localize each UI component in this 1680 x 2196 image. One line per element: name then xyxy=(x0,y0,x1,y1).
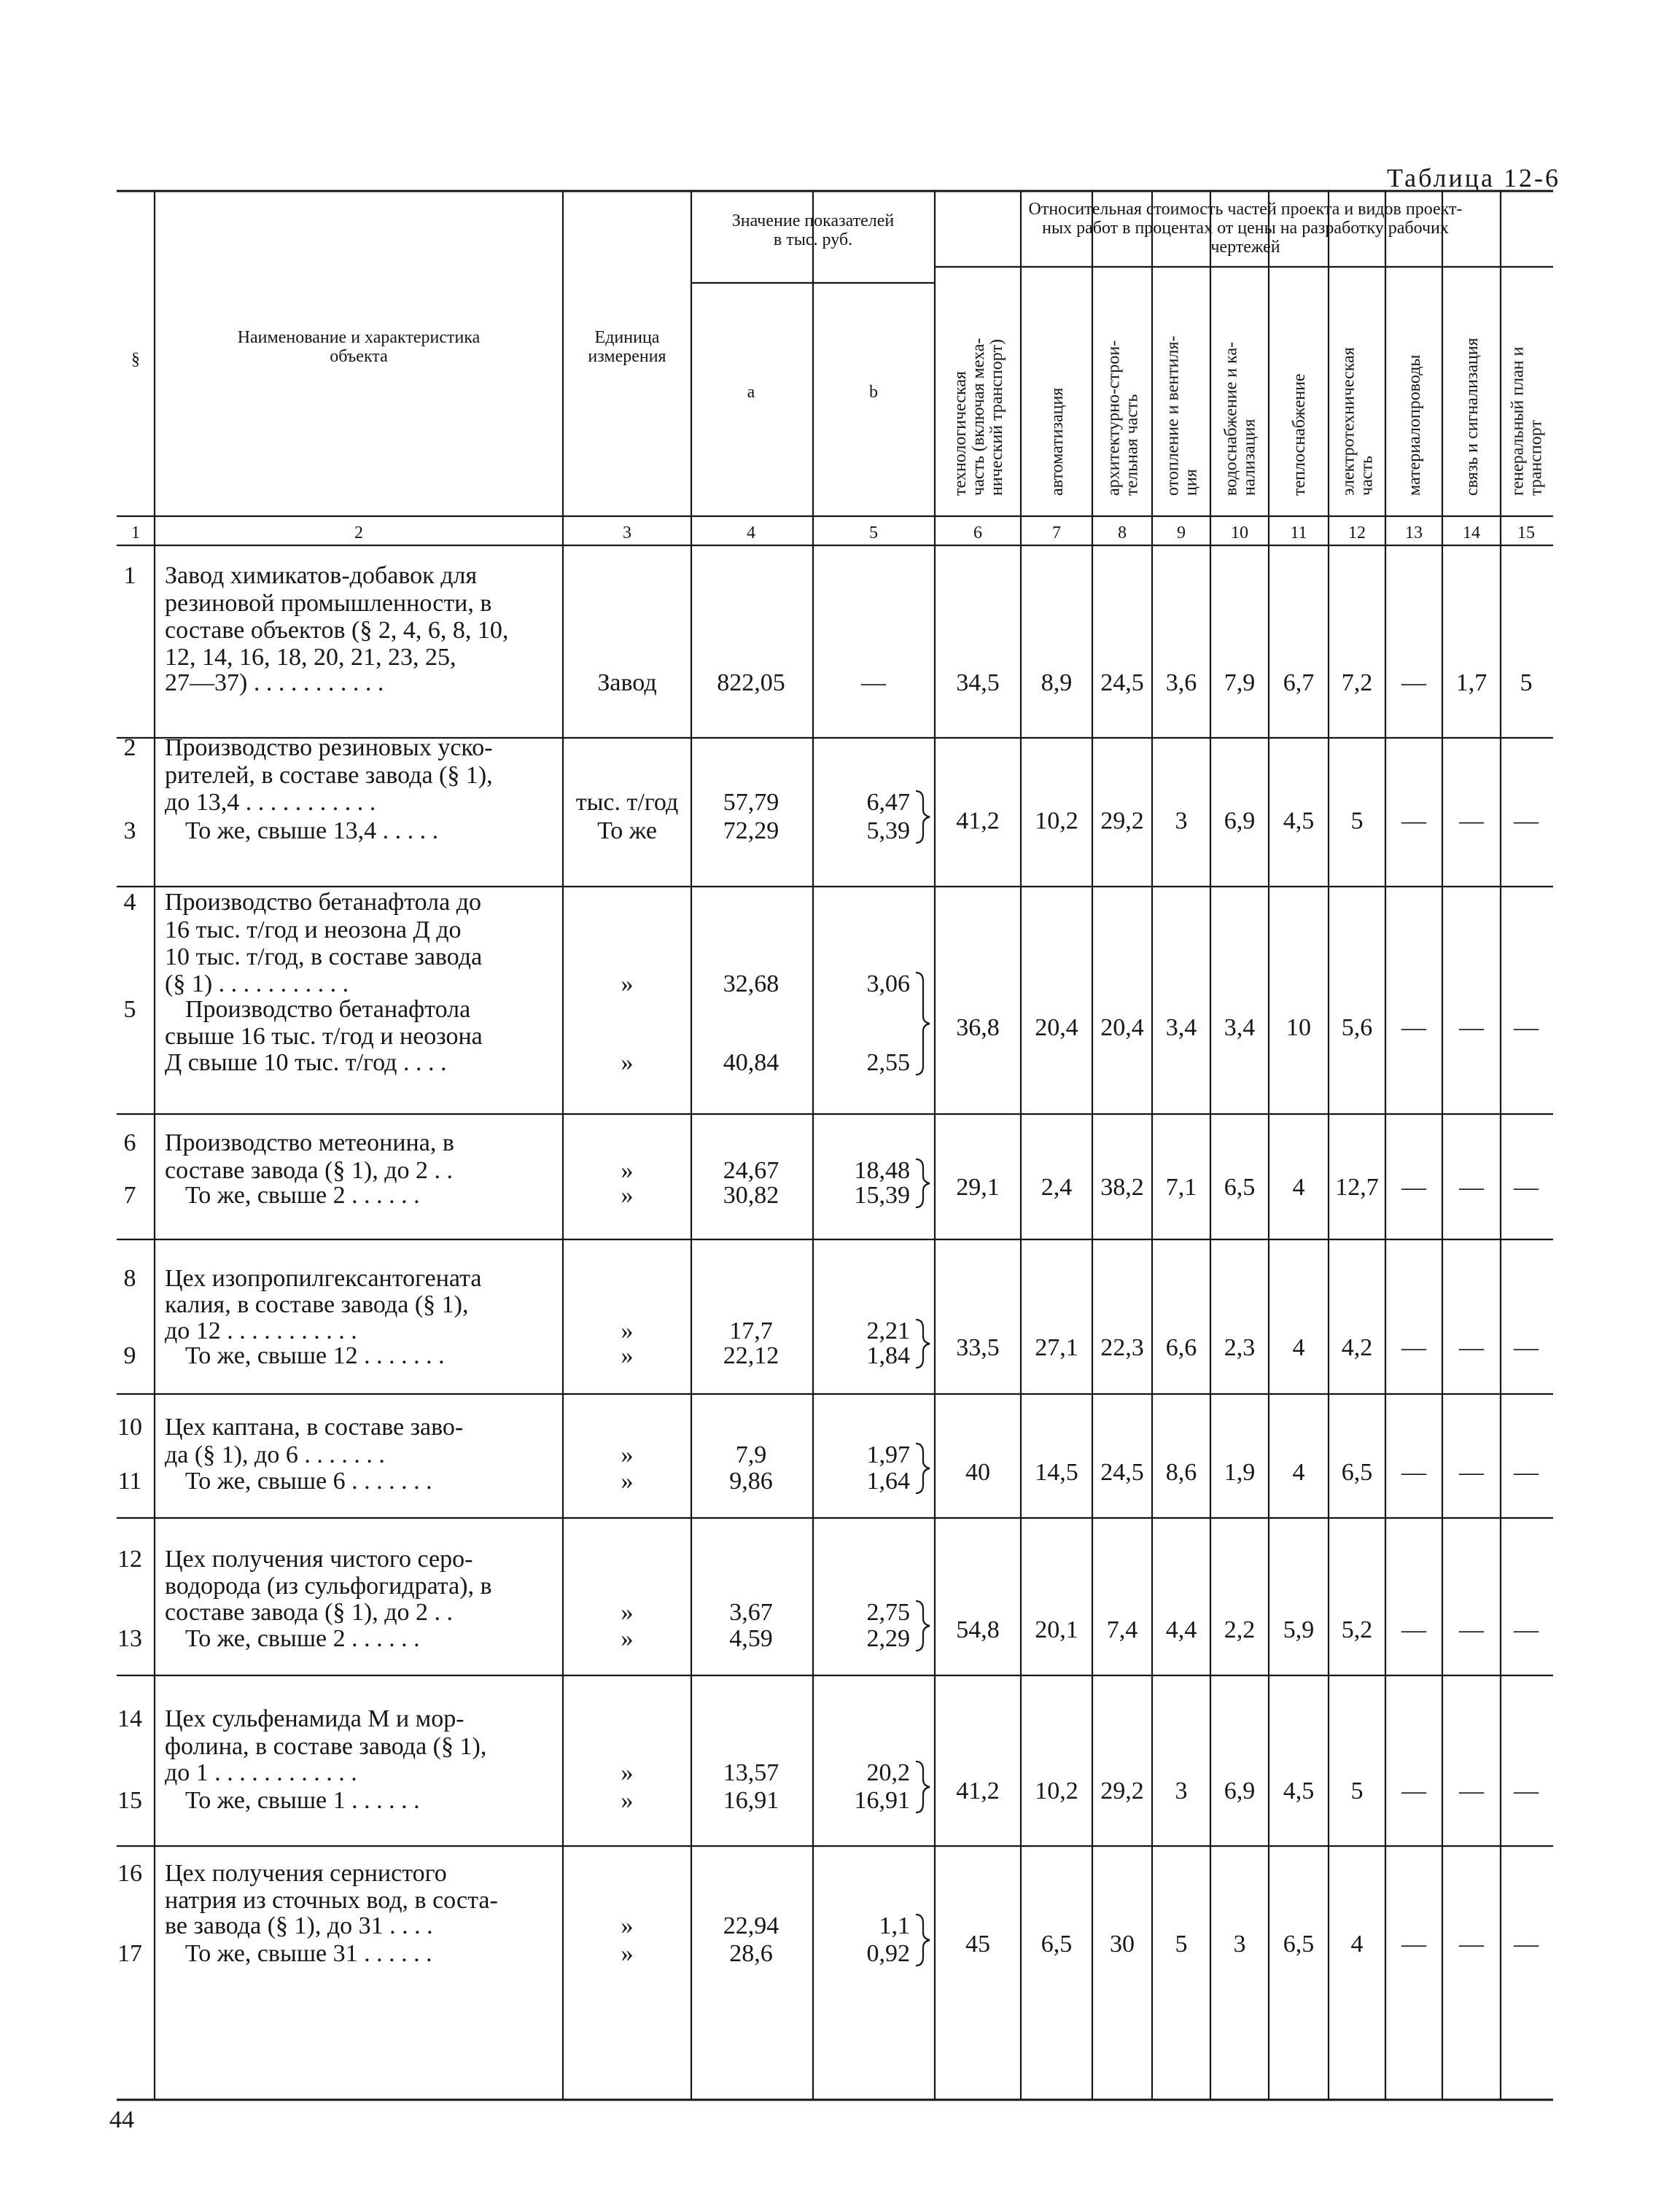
unit-value: » xyxy=(621,1759,634,1786)
value-b: 6,47 xyxy=(866,789,910,816)
value-a: 7,9 xyxy=(735,1441,767,1468)
value-b: 15,39 xyxy=(854,1182,910,1209)
object-description: Производство резиновых уско- xyxy=(165,734,493,761)
rel-col-header: часть (включая меха- xyxy=(969,338,988,496)
col-paragraph-header: § xyxy=(131,350,140,369)
rel-col-header: водоснабжение и ка- xyxy=(1221,341,1241,496)
row-paragraph-number: 9 xyxy=(123,1342,136,1369)
row-paragraph-number: 4 xyxy=(123,889,136,916)
object-description: То же, свыше 2 . . . . . . xyxy=(185,1625,420,1652)
relative-cost-value: 36,8 xyxy=(956,1014,1000,1041)
object-description: 10 тыс. т/год, в составе завода xyxy=(165,943,483,970)
b-values-brace xyxy=(916,1915,930,1966)
relative-cost-value: 6,5 xyxy=(1041,1931,1073,1958)
object-description: до 12 . . . . . . . . . . . xyxy=(165,1317,357,1344)
value-a: 3,67 xyxy=(729,1599,773,1626)
value-b: 2,75 xyxy=(866,1599,910,1626)
relative-cost-value: 6,7 xyxy=(1283,669,1315,696)
relative-cost-value: 2,2 xyxy=(1224,1616,1256,1643)
value-b: 2,21 xyxy=(866,1317,910,1344)
relative-cost-value: — xyxy=(1459,1931,1484,1958)
column-number: 14 xyxy=(1463,523,1480,542)
unit-value: » xyxy=(621,1317,634,1344)
relative-cost-value: — xyxy=(1514,1014,1539,1041)
relative-cost-value: 6,5 xyxy=(1341,1459,1373,1486)
relative-cost-value: 2,4 xyxy=(1041,1174,1073,1201)
rel-col-header: нический транспорт) xyxy=(987,339,1006,496)
rel-col-header: отопление и вентиля- xyxy=(1163,335,1183,496)
relative-cost-value: 29,2 xyxy=(1100,1778,1144,1804)
unit-value: » xyxy=(621,1157,634,1184)
object-description: водорода (из сульфогидрата), в xyxy=(165,1573,492,1600)
b-values-brace xyxy=(916,1444,930,1493)
value-a: 4,59 xyxy=(729,1625,773,1652)
rel-col-header: архитектурно-строи- xyxy=(1104,340,1124,496)
col-unit-header: измерения xyxy=(588,347,666,366)
value-a: 72,29 xyxy=(723,817,779,844)
object-description: То же, свыше 12 . . . . . . . xyxy=(185,1342,445,1369)
relative-cost-value: 3 xyxy=(1175,807,1188,835)
relative-cost-value: 22,3 xyxy=(1100,1334,1144,1361)
value-a: 22,12 xyxy=(723,1342,779,1369)
relative-cost-value: 10,2 xyxy=(1035,1778,1078,1804)
relative-cost-value: — xyxy=(1514,1459,1539,1486)
relative-cost-value: 29,2 xyxy=(1100,807,1144,835)
relative-cost-value: 6,5 xyxy=(1283,1931,1315,1958)
rel-col-header: генеральный план и xyxy=(1508,346,1528,496)
relative-cost-value: 4,2 xyxy=(1341,1334,1373,1361)
object-description: составе завода (§ 1), до 2 . . xyxy=(165,1157,454,1184)
col-b-header: b xyxy=(869,383,878,402)
object-description: свыше 16 тыс. т/год и неозона xyxy=(165,1023,483,1050)
col-name-header: Наименование и характеристика xyxy=(237,328,481,347)
rel-col-header: теплоснабжение xyxy=(1290,373,1309,496)
relative-cost-value: — xyxy=(1401,807,1426,835)
relative-cost-value: 5 xyxy=(1175,1931,1188,1958)
object-description: натрия из сточных вод, в соста- xyxy=(165,1887,498,1914)
table-row xyxy=(117,1860,1539,1967)
b-values-brace xyxy=(916,1761,930,1813)
value-b: 1,1 xyxy=(879,1912,910,1939)
value-b: 3,06 xyxy=(866,970,910,997)
relative-cost-value: 45 xyxy=(965,1931,990,1958)
col-values-group-header: в тыс. руб. xyxy=(773,230,853,249)
value-b: 18,48 xyxy=(854,1157,910,1184)
value-b: 2,55 xyxy=(866,1049,910,1076)
relative-cost-value: 6,9 xyxy=(1224,807,1256,835)
object-description: 12, 14, 16, 18, 20, 21, 23, 25, xyxy=(165,644,456,671)
object-description: Цех сульфенамида М и мор- xyxy=(165,1705,464,1732)
table-title: Таблица 12-6 xyxy=(1387,163,1560,192)
row-paragraph-number: 2 xyxy=(123,734,136,761)
relative-cost-value: — xyxy=(1459,1616,1484,1643)
object-description: фолина, в составе завода (§ 1), xyxy=(165,1733,487,1760)
relative-cost-value: 4,4 xyxy=(1165,1616,1197,1643)
table-row xyxy=(117,1414,1539,1495)
col-rel-group-header: чертежей xyxy=(1210,238,1280,257)
relative-cost-value: — xyxy=(1459,1334,1484,1361)
column-number: 11 xyxy=(1290,523,1307,542)
relative-cost-value: — xyxy=(1514,1334,1539,1361)
table-row xyxy=(124,734,1540,844)
table-row xyxy=(124,562,1533,696)
row-paragraph-number: 15 xyxy=(117,1787,142,1814)
row-paragraph-number: 16 xyxy=(117,1860,142,1887)
relative-cost-value: 20,4 xyxy=(1035,1014,1078,1041)
column-number: 13 xyxy=(1405,523,1423,542)
object-description: до 13,4 . . . . . . . . . . . xyxy=(165,789,376,816)
object-description: То же, свыше 1 . . . . . . xyxy=(185,1787,420,1814)
unit-value: Завод xyxy=(597,669,657,696)
value-a: 17,7 xyxy=(729,1317,773,1344)
relative-cost-value: — xyxy=(1401,1014,1426,1041)
relative-cost-value: — xyxy=(1459,1174,1484,1201)
object-description: до 1 . . . . . . . . . . . . xyxy=(165,1759,357,1786)
object-description: резиновой промышленности, в xyxy=(165,590,492,617)
relative-cost-value: 5 xyxy=(1350,1778,1364,1804)
object-description: Цех получения сернистого xyxy=(165,1860,447,1887)
relative-cost-value: 10 xyxy=(1286,1014,1311,1041)
relative-cost-value: — xyxy=(1401,1334,1426,1361)
page-number: 44 xyxy=(109,2106,134,2133)
relative-cost-value: — xyxy=(1459,1014,1484,1041)
rel-col-header: транспорт xyxy=(1526,420,1546,496)
relative-cost-value: 41,2 xyxy=(956,807,1000,835)
relative-cost-value: 8,6 xyxy=(1165,1459,1197,1486)
column-number: 5 xyxy=(869,523,878,542)
relative-cost-value: — xyxy=(1401,1459,1426,1486)
object-description: Цех каптана, в составе заво- xyxy=(165,1414,464,1441)
rel-col-header: автоматизация xyxy=(1048,387,1067,496)
relative-cost-value: — xyxy=(1514,1174,1539,1201)
col-values-group-header: Значение показателей xyxy=(731,211,895,230)
relative-cost-value: — xyxy=(1459,1459,1484,1486)
relative-cost-value: 2,3 xyxy=(1224,1334,1256,1361)
object-description: То же, свыше 13,4 . . . . . xyxy=(185,817,439,844)
row-paragraph-number: 8 xyxy=(123,1265,136,1292)
relative-cost-value: 33,5 xyxy=(956,1334,1000,1361)
col-rel-group-header: Относительная стоимость частей проекта и видов проект- xyxy=(1028,200,1463,219)
relative-cost-value: — xyxy=(1401,1931,1426,1958)
unit-value: » xyxy=(621,1049,634,1076)
table-row xyxy=(124,1265,1540,1369)
relative-cost-value: — xyxy=(1401,1174,1426,1201)
relative-cost-value: 4,5 xyxy=(1283,807,1315,835)
value-a: 24,67 xyxy=(723,1157,779,1184)
row-paragraph-number: 6 xyxy=(123,1129,136,1156)
object-description: То же, свыше 31 . . . . . . xyxy=(185,1940,432,1967)
column-number: 2 xyxy=(354,523,363,542)
value-a: 9,86 xyxy=(729,1468,773,1495)
relative-cost-value: 20,4 xyxy=(1100,1014,1144,1041)
relative-cost-value: 6,9 xyxy=(1224,1778,1256,1804)
value-b: 5,39 xyxy=(866,817,910,844)
relative-cost-value: 6,6 xyxy=(1165,1334,1197,1361)
unit-value: » xyxy=(621,1342,634,1369)
row-paragraph-number: 5 xyxy=(123,996,136,1023)
value-b: 0,92 xyxy=(866,1940,910,1967)
relative-cost-value: 29,1 xyxy=(956,1174,1000,1201)
column-number: 3 xyxy=(623,523,631,542)
value-b: 1,84 xyxy=(866,1342,910,1369)
relative-cost-value: 10,2 xyxy=(1035,807,1078,835)
relative-cost-value: 3 xyxy=(1175,1778,1188,1804)
column-number: 12 xyxy=(1348,523,1366,542)
object-description: Производство бетанафтола до xyxy=(165,889,482,916)
unit-value: тыс. т/год xyxy=(575,789,679,816)
b-values-brace xyxy=(916,973,930,1075)
object-description: ве завода (§ 1), до 31 . . . . xyxy=(165,1912,433,1939)
value-a: 57,79 xyxy=(723,789,779,816)
value-b: 1,64 xyxy=(866,1468,910,1495)
relative-cost-value: 3,4 xyxy=(1165,1014,1197,1041)
rel-col-header: связь и сигнализация xyxy=(1463,338,1482,496)
row-paragraph-number: 7 xyxy=(123,1182,136,1209)
relative-cost-value: 3 xyxy=(1233,1931,1246,1958)
rel-col-header: технологическая xyxy=(951,371,970,496)
relative-cost-value: 24,5 xyxy=(1100,1459,1144,1486)
object-description: Производство метеонина, в xyxy=(165,1129,454,1156)
object-description: 16 тыс. т/год и неозона Д до xyxy=(165,916,462,943)
rel-col-header: тельная часть xyxy=(1122,394,1142,496)
value-a: 13,57 xyxy=(723,1759,779,1786)
relative-cost-value: — xyxy=(1514,807,1539,835)
object-description: Завод химикатов-добавок для xyxy=(165,562,478,589)
object-description: рителей, в составе завода (§ 1), xyxy=(165,762,493,789)
relative-cost-value: 20,1 xyxy=(1035,1616,1078,1643)
object-description: Цех изопропилгексантогената xyxy=(165,1265,482,1292)
relative-cost-value: 1,9 xyxy=(1224,1459,1256,1486)
column-number: 4 xyxy=(747,523,755,542)
unit-value: » xyxy=(621,1468,634,1495)
table-row xyxy=(117,1546,1539,1652)
object-description: 27—37) . . . . . . . . . . . xyxy=(165,669,384,696)
table-row xyxy=(124,889,1540,1076)
relative-cost-value: 7,1 xyxy=(1165,1174,1197,1201)
value-a: 40,84 xyxy=(723,1049,779,1076)
table-row xyxy=(117,1705,1539,1814)
relative-cost-value: 4 xyxy=(1292,1174,1305,1201)
row-paragraph-number: 17 xyxy=(117,1940,142,1967)
object-description: То же, свыше 6 . . . . . . . xyxy=(185,1468,432,1495)
row-paragraph-number: 13 xyxy=(117,1625,142,1652)
unit-value: » xyxy=(621,1787,634,1814)
relative-cost-value: — xyxy=(1459,807,1484,835)
unit-value: » xyxy=(621,1940,634,1967)
relative-cost-value: 7,4 xyxy=(1106,1616,1138,1643)
object-description: калия, в составе завода (§ 1), xyxy=(165,1291,469,1318)
value-a: 28,6 xyxy=(729,1940,773,1967)
relative-cost-value: 38,2 xyxy=(1100,1174,1144,1201)
relative-cost-value: 7,9 xyxy=(1224,669,1256,696)
relative-cost-value: 12,7 xyxy=(1335,1174,1379,1201)
relative-cost-value: 7,2 xyxy=(1341,669,1373,696)
relative-cost-value: 5 xyxy=(1520,669,1533,696)
object-description: То же, свыше 2 . . . . . . xyxy=(185,1182,420,1209)
table-header xyxy=(131,200,1546,542)
relative-cost-value: — xyxy=(1514,1616,1539,1643)
row-paragraph-number: 12 xyxy=(117,1546,142,1573)
column-number: 1 xyxy=(131,523,140,542)
relative-cost-value: 3,4 xyxy=(1224,1014,1256,1041)
relative-cost-value: 14,5 xyxy=(1035,1459,1078,1486)
relative-cost-value: 34,5 xyxy=(956,669,1000,696)
object-description: Цех получения чистого серо- xyxy=(165,1546,473,1573)
value-b: — xyxy=(861,669,886,696)
value-a: 22,94 xyxy=(723,1912,779,1939)
relative-cost-value: 27,1 xyxy=(1035,1334,1078,1361)
b-values-brace xyxy=(916,1601,930,1651)
object-description: Д свыше 10 тыс. т/год . . . . xyxy=(165,1049,447,1076)
relative-cost-value: 24,5 xyxy=(1100,669,1144,696)
row-paragraph-number: 14 xyxy=(117,1705,142,1732)
row-paragraph-number: 10 xyxy=(117,1414,142,1441)
column-number: 15 xyxy=(1517,523,1535,542)
column-number: 7 xyxy=(1052,523,1061,542)
unit-value: » xyxy=(621,1912,634,1939)
relative-cost-value: — xyxy=(1459,1778,1484,1804)
column-number: 8 xyxy=(1118,523,1127,542)
rel-col-header: часть xyxy=(1357,456,1377,496)
unit-value: » xyxy=(621,1182,634,1209)
relative-cost-value: 5 xyxy=(1350,807,1364,835)
col-unit-header: Единица xyxy=(594,328,660,347)
relative-cost-value: 54,8 xyxy=(956,1616,1000,1643)
value-b: 1,97 xyxy=(866,1441,910,1468)
value-b: 16,91 xyxy=(854,1787,910,1814)
relative-cost-value: — xyxy=(1514,1931,1539,1958)
value-a: 16,91 xyxy=(723,1787,779,1814)
b-values-brace xyxy=(916,791,930,843)
object-description: да (§ 1), до 6 . . . . . . . xyxy=(165,1441,385,1468)
relative-cost-value: 1,7 xyxy=(1455,669,1488,696)
object-description: составе объектов (§ 2, 4, 6, 8, 10, xyxy=(165,617,509,644)
unit-value: » xyxy=(621,1625,634,1652)
relative-cost-value: 5,6 xyxy=(1341,1014,1373,1041)
table-row xyxy=(124,1129,1540,1209)
relative-cost-value: 3,6 xyxy=(1165,669,1197,696)
relative-cost-value: 4 xyxy=(1292,1459,1305,1486)
column-number: 6 xyxy=(973,523,982,542)
unit-value: » xyxy=(621,1441,634,1468)
object-description: Производство бетанафтола xyxy=(185,996,471,1023)
rel-col-header: ция xyxy=(1181,469,1201,496)
relative-cost-value: — xyxy=(1401,1778,1426,1804)
unit-value: То же xyxy=(597,817,657,844)
value-a: 822,05 xyxy=(717,669,785,696)
b-values-brace xyxy=(916,1320,930,1368)
relative-cost-value: 5,9 xyxy=(1283,1616,1315,1643)
table-body xyxy=(117,562,1539,1967)
rel-col-header: нализация xyxy=(1240,418,1259,496)
col-rel-group-header: ных работ в процентах от цены на разработку рабочих xyxy=(1042,219,1449,238)
relative-cost-value: 5,2 xyxy=(1341,1616,1373,1643)
relative-cost-value: 40 xyxy=(965,1459,990,1486)
relative-cost-value: — xyxy=(1514,1778,1539,1804)
col-a-header: a xyxy=(747,383,755,402)
value-a: 30,82 xyxy=(723,1182,779,1209)
object-description: (§ 1) . . . . . . . . . . . xyxy=(165,970,349,997)
unit-value: » xyxy=(621,1599,634,1626)
b-values-brace xyxy=(916,1159,930,1207)
column-number: 9 xyxy=(1177,523,1186,542)
rel-col-header: материалопроводы xyxy=(1405,354,1424,496)
row-paragraph-number: 3 xyxy=(123,817,136,844)
relative-cost-value: 6,5 xyxy=(1224,1174,1256,1201)
relative-cost-value: 4,5 xyxy=(1283,1778,1315,1804)
relative-cost-value: 4 xyxy=(1350,1931,1364,1958)
rel-col-header: электротехническая xyxy=(1339,347,1358,496)
relative-cost-value: 41,2 xyxy=(956,1778,1000,1804)
relative-cost-value: 8,9 xyxy=(1041,669,1073,696)
relative-cost-value: — xyxy=(1401,669,1426,696)
row-paragraph-number: 11 xyxy=(117,1468,142,1495)
row-paragraph-number: 1 xyxy=(123,562,136,589)
value-a: 32,68 xyxy=(723,970,779,997)
object-description: составе завода (§ 1), до 2 . . xyxy=(165,1599,454,1626)
unit-value: » xyxy=(621,970,634,997)
relative-cost-value: — xyxy=(1401,1616,1426,1643)
relative-cost-value: 4 xyxy=(1292,1334,1305,1361)
relative-cost-value: 30 xyxy=(1110,1931,1135,1958)
value-b: 2,29 xyxy=(866,1625,910,1652)
column-number: 10 xyxy=(1231,523,1248,542)
value-b: 20,2 xyxy=(866,1759,910,1786)
col-name-header: объекта xyxy=(330,347,388,366)
